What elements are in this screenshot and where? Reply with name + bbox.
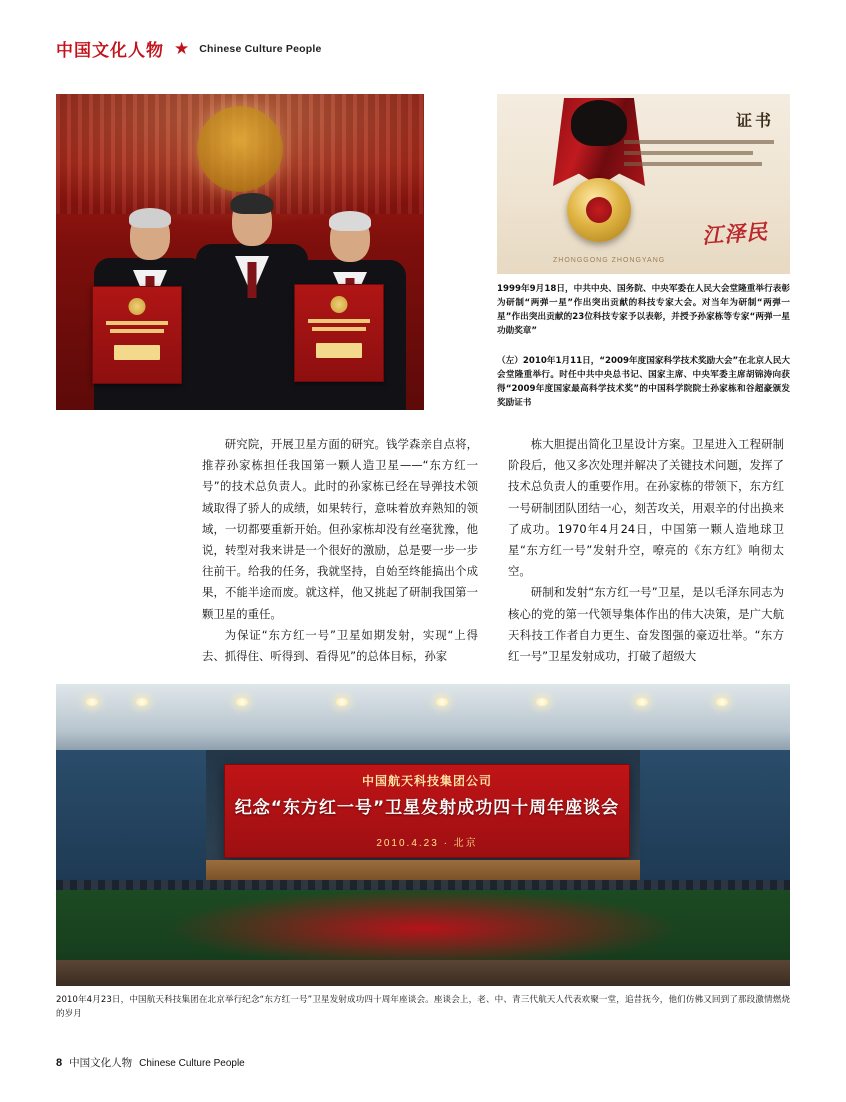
paragraph: 研究院，开展卫星方面的研究。钱学森亲自点将，推荐孙家栋担任我国第一颗人造卫星——“东方红一号”的技术总负责人。此时的孙家栋已经在导弹技术领域取得了骄人的成绩，如果转行，意味着放弃熟知的领域，一切都要重新开始。但孙家栋却没有丝毫犹豫，他说，转型对我来讲是一个很好的激励，总是要一步一步往前干。给我的任务，我就坚持，自始至终能搞出个成果，不能半途而废。就这样，他又挑起了研制我国第一颗卫星的重任。 [202, 437, 478, 621]
ceiling-light-icon [536, 698, 548, 706]
certificate-body-line-3 [624, 162, 762, 166]
footer-publication-en: Chinese Culture People [139, 1058, 245, 1069]
certificate-body-text [624, 140, 774, 173]
star-icon: ★ [174, 39, 190, 58]
medal-icon [567, 178, 631, 242]
figure-hair [231, 193, 274, 214]
masthead [56, 36, 322, 61]
caption-medal-certificate: 1999年9月18日，中共中央、国务院、中央军委在人民大会堂隆重举行表彰为研制“两弹一星”作出突出贡献的科技专家大会。对当年为研制“两弹一星”作出突出贡献的23位科技专家予以表彰，并授予孙家栋等专家“两弹一星功勋奖章” [497, 284, 790, 336]
page-footer [56, 1055, 245, 1070]
page-number: 8 [56, 1057, 63, 1069]
ceiling-light-icon [136, 698, 148, 706]
certificate-body-line-2 [624, 151, 753, 155]
paragraph: 为保证“东方红一号”卫星如期发射，实现“上得去、抓得住、听得到、看得见”的总体目标，孙家 [202, 627, 478, 664]
emblem-icon [331, 296, 348, 313]
certificate-heading: 证书 [735, 111, 774, 130]
paragraph: 研制和发射“东方红一号”卫星，是以毛泽东同志为核心的党的第一代领导集体作出的伟大决策，是广大航天科技工作者自力更生、奋发图强的豪迈壮举。“东方红一号”卫星发射成功，打破了超级大 [508, 585, 784, 664]
caption-award-ceremony: （左）2010年1月11日，“2009年度国家科学技术奖励大会”在北京人民大会堂隆重举行。时任中共中央总书记、国家主席、中央军委主席胡锦涛向获得“2009年度国家最高科学技术奖”的中国科学院院士孙家栋和谷超豪颁发奖励证书 [497, 356, 790, 408]
banner-title: 纪念“东方红一号”卫星发射成功四十周年座谈会 [234, 798, 620, 818]
floor [56, 960, 790, 986]
photo-award-ceremony [56, 94, 424, 410]
certificate-book-right [294, 284, 384, 382]
photo-conference-hall [56, 684, 790, 986]
figure-center [196, 196, 308, 410]
wall-left [56, 750, 206, 900]
signature-text: 江泽民 [701, 218, 769, 249]
certificate-line-1 [106, 321, 168, 325]
ceiling-light-icon [716, 698, 728, 706]
emblem-icon [129, 298, 146, 315]
body-column-right [508, 434, 784, 667]
figure-tie [248, 262, 257, 298]
banner-organization: 中国航天科技集团公司 [361, 774, 492, 788]
ceiling-light-icon [436, 698, 448, 706]
ceiling-light-icon [236, 698, 248, 706]
ribbon-neck-shape [571, 100, 627, 146]
banner-date: 2010.4.23 · 北京 [376, 838, 478, 849]
ceiling-light-icon [636, 698, 648, 706]
certificate-book-left [92, 286, 182, 384]
national-emblem-icon [197, 106, 283, 192]
paragraph: 栋大胆提出简化卫星设计方案。卫星进入工程研制阶段后，他又多次处理并解决了关键技术问题，发挥了技术总负责人的重要作用。在孙家栋的带领下，东方红一号研制团队团结一心，刻苦攻关，用艰辛的付出换来了成功。1970年4月24日，中国第一颗人造地球卫星“东方红一号”发射升空，嘹亮的《东方红》响彻太空。 [508, 437, 784, 579]
photo-medal-certificate [497, 94, 790, 274]
figure-hair [129, 208, 171, 228]
certificate-body-line-1 [624, 140, 774, 144]
masthead-logo-en: Chinese Culture People [199, 42, 322, 55]
body-column-left [202, 434, 478, 667]
conference-banner [224, 764, 630, 858]
ceiling [56, 684, 790, 750]
caption-conference-hall: 2010年4月23日，中国航天科技集团在北京举行纪念“东方红一号”卫星发射成功四十周年座谈会。座谈会上，老、中、青三代航天人代表欢聚一堂，追昔抚今，他们仿佛又回到了那段激情燃烧的岁月 [56, 995, 790, 1019]
ceiling-light-icon [86, 698, 98, 706]
certificate-title [316, 343, 362, 358]
certificate-line-2 [110, 329, 164, 333]
footer-publication-cn: 中国文化人物 [69, 1057, 133, 1069]
stamp-text: ZHONGGONG ZHONGYANG [553, 257, 666, 264]
masthead-logo-cn: 中国文化人物 [56, 41, 164, 61]
certificate-line-2 [312, 327, 366, 331]
figure-hair [329, 211, 371, 231]
wall-right [640, 750, 790, 900]
ceiling-light-icon [336, 698, 348, 706]
certificate-line-1 [308, 319, 370, 323]
certificate-title [114, 345, 160, 360]
